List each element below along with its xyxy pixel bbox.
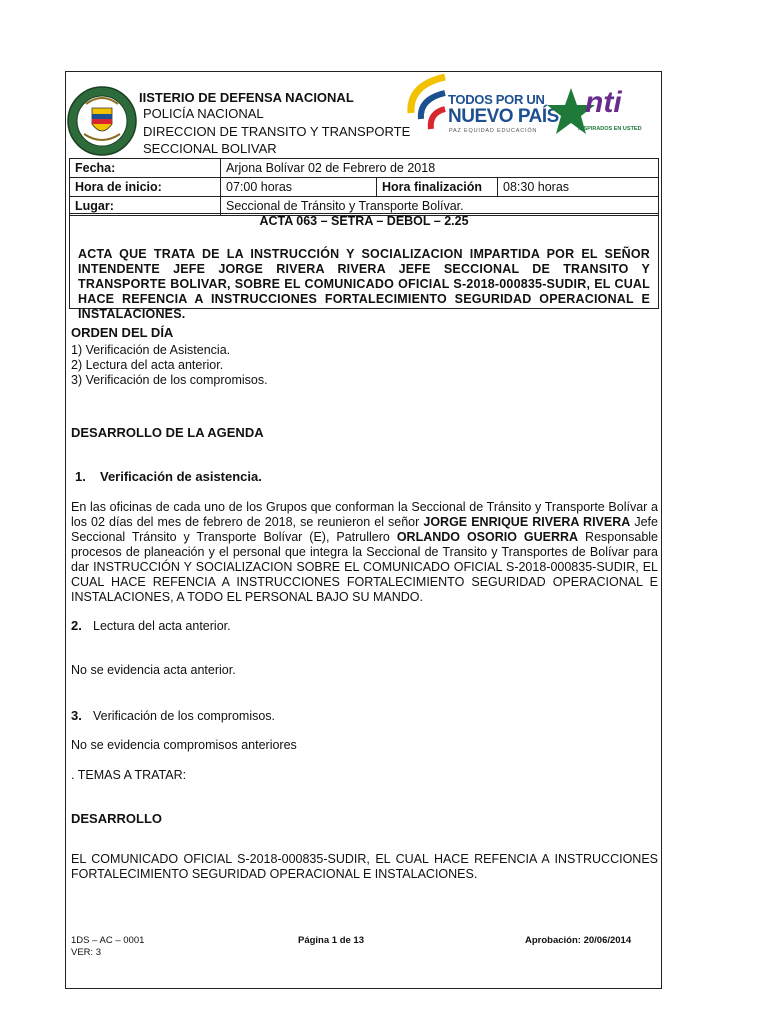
item2-title: Lectura del acta anterior.: [93, 619, 231, 633]
para1-name-osorio: ORLANDO OSORIO GUERRA: [396, 530, 579, 544]
footer-approval: Aprobación: 20/06/2014: [525, 935, 632, 946]
star-logo-text: nti: [585, 86, 622, 119]
item3-title: Verificación de los compromisos.: [93, 709, 276, 723]
lugar-label: Lugar:: [70, 197, 221, 216]
star-logo-tagline: INSPIRADOS EN USTED: [578, 126, 642, 132]
para1-text-c: Responsable procesos de planeación y el personal que integra la Seccional de Transito y Transportes de Bolívar para dar INSTRUCCIÓN Y SOCIALIZACION SOBRE EL COMUNICADO OFICIAL S-2018-000835-SUDIR, EL CUAL HACE REFENCIA A INSTRUCCIONES FORTALECIMIENTO SEGURIDAD OPERACIONAL E INSTALACIONES, A TODO EL PERSONAL BAJO SU MANDO.: [71, 530, 659, 604]
para1-text-a: En las oficinas de cada uno de los Grupos que conforman la Seccional de Tránsito y Transporte Bolívar a los 02 días del mes de febrero de 2018, se reunieron el señor: [71, 500, 658, 529]
gov-logo-line1: TODOS POR UN: [448, 92, 545, 107]
para1-name-rivera: JORGE ENRIQUE RIVERA RIVERA: [423, 515, 631, 529]
lugar-value: Seccional de Tránsito y Transporte Bolívar.: [221, 197, 659, 216]
item2-text: No se evidencia acta anterior.: [71, 663, 236, 677]
police-seal-logo: [66, 84, 138, 158]
desarrollo-text: EL COMUNICADO OFICIAL S-2018-000835-SUDIR, EL CUAL HACE REFENCIA A INSTRUCCIONES FORTALECIMIENTO SEGURIDAD OPERACIONAL E INSTALACIONES.: [71, 852, 658, 881]
desarrollo-heading: DESARROLLO: [71, 811, 162, 826]
footer-version: VER: 3: [71, 947, 102, 958]
acta-title-box: [69, 213, 659, 321]
gov-logo-arcs: [405, 73, 450, 143]
table-row: [70, 159, 659, 178]
footer-doc-code: 1DS – AC – 0001: [71, 935, 145, 946]
acta-title: ACTA QUE TRATA DE LA INSTRUCCIÓN Y SOCIALIZACION IMPARTIDA POR EL SEÑOR INTENDENTE JEFE JORGE RIVERA RIVERA JEFE SECCIONAL DE TRANSITO Y TRANSPORTE BOLIVAR, SOBRE EL COMUNICADO OFICIAL S-2018-000835-SUDIR, EL CUAL HACE REFENCIA A INSTRUCCIONES FORTALECIMIENTO SEGURIDAD OPERACIONAL E INSTALACIONES.: [78, 247, 650, 321]
item3-text: No se evidencia compromisos anteriores: [71, 738, 297, 752]
fecha-value: Arjona Bolívar 02 de Febrero de 2018: [221, 159, 659, 178]
para1-text-b: Jefe Seccional Tránsito y Transporte Bolívar (E), Patrullero: [71, 515, 658, 544]
gov-logo-line2: NUEVO PAÍS: [448, 106, 559, 127]
hora-inicio-value: 07:00 horas: [221, 178, 377, 197]
header-police: POLICÍA NACIONAL: [143, 106, 264, 121]
footer-page-number: Página 1 de 13: [298, 935, 365, 946]
agenda-heading: DESARROLLO DE LA AGENDA: [71, 425, 264, 440]
header-ministry: IISTERIO DE DEFENSA NACIONAL: [139, 90, 354, 105]
attendance-paragraph: [71, 500, 658, 605]
orden-item: 3) Verificación de los compromisos.: [71, 373, 268, 387]
fecha-label: Fecha:: [70, 159, 221, 178]
gov-logo-tagline: PAZ EQUIDAD EDUCACIÓN: [449, 128, 538, 134]
orden-item: 2) Lectura del acta anterior.: [71, 358, 224, 372]
orden-heading: ORDEN DEL DÍA: [71, 325, 174, 340]
header-direction: DIRECCION DE TRANSITO Y TRANSPORTE: [143, 124, 411, 139]
item1-number: 1.: [75, 469, 86, 484]
hora-fin-value: 08:30 horas: [498, 178, 659, 197]
acta-code: ACTA 063 – SETRA – DEBOL – 2.25: [259, 214, 469, 228]
item3-number: 3.: [71, 708, 82, 723]
orden-item: 1) Verificación de Asistencia.: [71, 343, 231, 357]
hora-fin-label: Hora finalización: [377, 178, 498, 197]
temas-label: . TEMAS A TRATAR:: [71, 768, 187, 782]
table-row: [70, 178, 659, 197]
item2-number: 2.: [71, 618, 82, 633]
hora-inicio-label: Hora de inicio:: [70, 178, 221, 197]
item1-title: Verificación de asistencia.: [100, 469, 262, 484]
header-section: SECCIONAL BOLIVAR: [143, 141, 277, 156]
meeting-info-table: [69, 158, 659, 216]
